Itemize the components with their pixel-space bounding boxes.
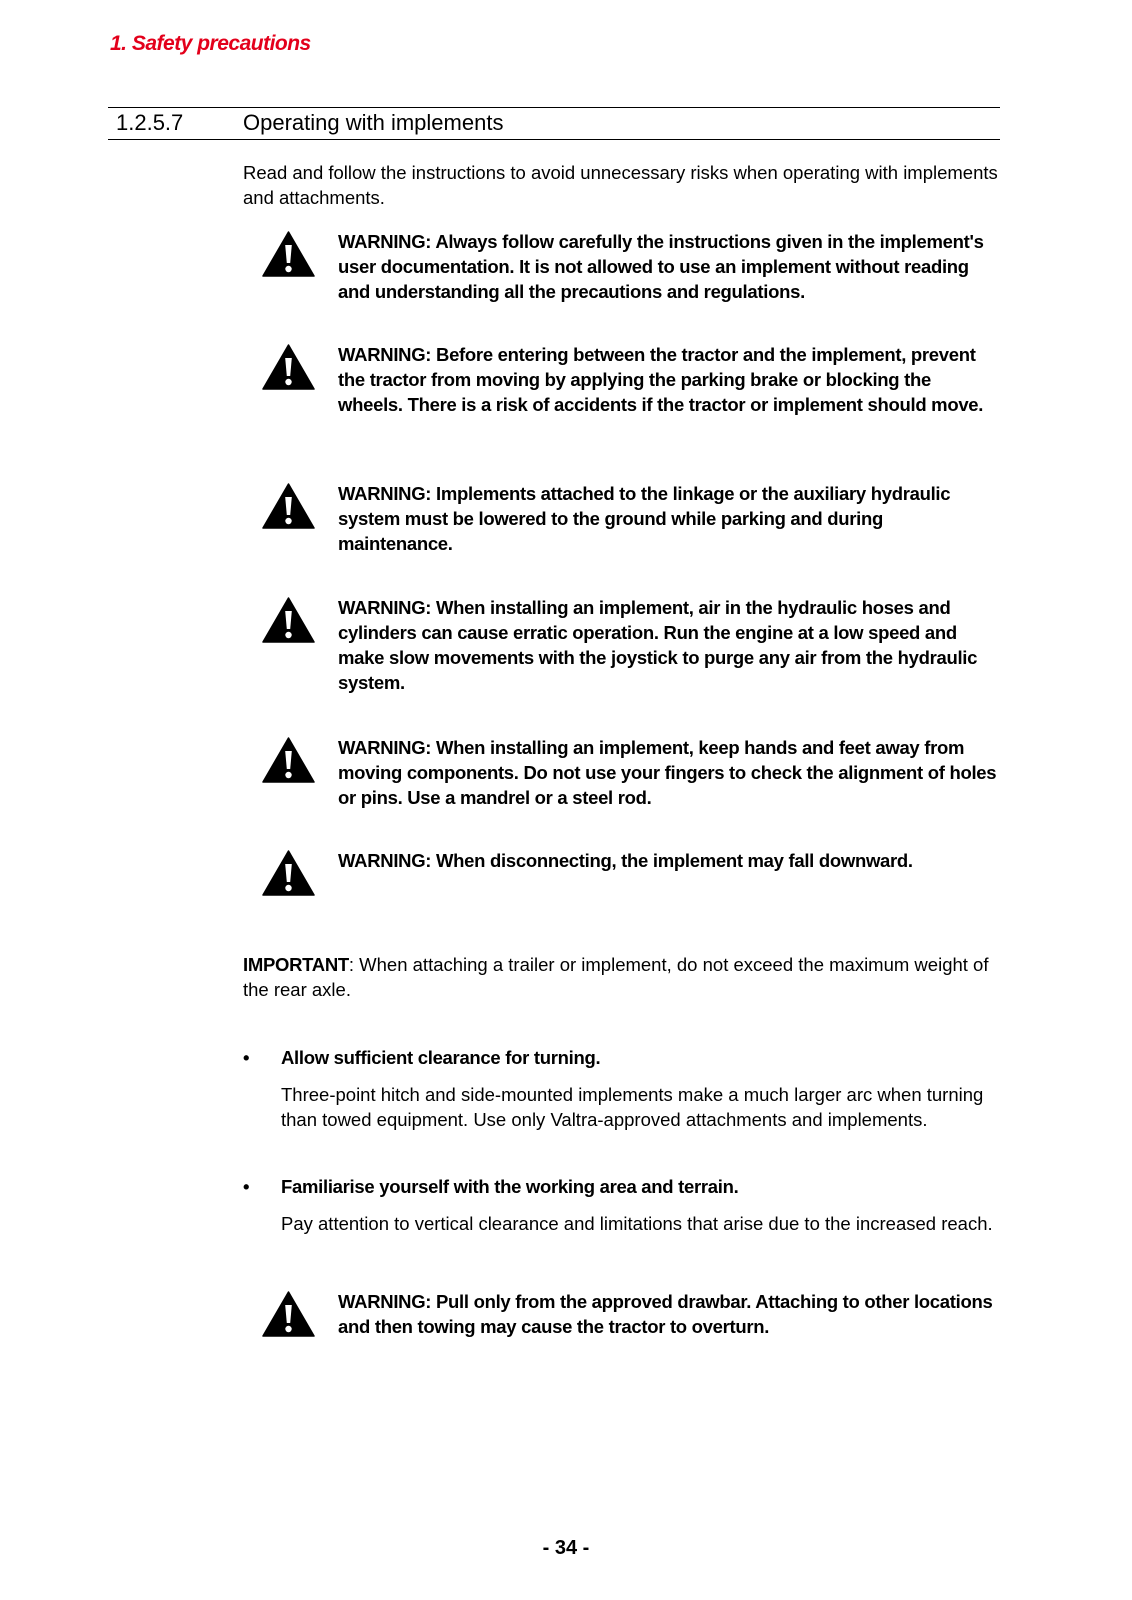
warning-text: WARNING: Before entering between the tractor and the implement, prevent the tractor from moving by applying the parking brake or blocking the wheels. There is a risk of accidents if the tractor or implement should move. <box>338 344 984 415</box>
bullet-marker: • <box>243 1047 250 1068</box>
warning-text: WARNING: When installing an implement, air in the hydraulic hoses and cylinders can cause erratic operation. Run the engine at a low speed and make slow movements with the joystick to purge any air from the hydraulic system. <box>338 597 978 693</box>
warning-triangle-icon <box>262 597 315 643</box>
bullet-body: Three-point hitch and side-mounted implements make a much larger arc when turning than towed equipment. Use only Valtra-approved attachments and implements. <box>281 1084 984 1130</box>
warning-triangle-icon <box>262 344 315 390</box>
bullet-body: Pay attention to vertical clearance and limitations that arise due to the increased reach. <box>281 1213 993 1234</box>
section-heading <box>108 107 1000 140</box>
warning-text: WARNING: Pull only from the approved drawbar. Attaching to other locations and then towing may cause the tractor to overturn. <box>338 1291 993 1337</box>
warning-text: WARNING: Always follow carefully the instructions given in the implement's user documentation. It is not allowed to use an implement without reading and understanding all the precautions and regulations. <box>338 231 984 302</box>
warning-text: WARNING: When disconnecting, the implement may fall downward. <box>338 850 913 871</box>
intro-paragraph: Read and follow the instructions to avoid unnecessary risks when operating with implements and attachments. <box>243 162 998 208</box>
important-text: : When attaching a trailer or implement, do not exceed the maximum weight of the rear axle. <box>243 954 989 1000</box>
bullet-title: Allow sufficient clearance for turning. <box>281 1047 601 1068</box>
warning-text: WARNING: When installing an implement, keep hands and feet away from moving components. Do not use your fingers to check the alignment of holes or pins. Use a mandrel or a steel rod. <box>338 737 997 808</box>
warning-triangle-icon <box>262 1291 315 1337</box>
bullet-marker: • <box>243 1176 250 1197</box>
important-label: IMPORTANT <box>243 954 349 975</box>
warning-triangle-icon <box>262 850 315 896</box>
bullet-title: Familiarise yourself with the working area and terrain. <box>281 1176 739 1197</box>
warning-text: WARNING: Implements attached to the linkage or the auxiliary hydraulic system must be lowered to the ground while parking and during maintenance. <box>338 483 951 554</box>
warning-triangle-icon <box>262 231 315 277</box>
warning-triangle-icon <box>262 483 315 529</box>
section-title: Operating with implements <box>243 110 504 135</box>
page-number: - 34 - <box>542 1537 590 1559</box>
chapter-heading: 1. Safety precautions <box>110 32 311 55</box>
section-number: 1.2.5.7 <box>116 110 184 135</box>
warning-triangle-icon <box>262 737 315 783</box>
important-note <box>243 952 1003 1002</box>
